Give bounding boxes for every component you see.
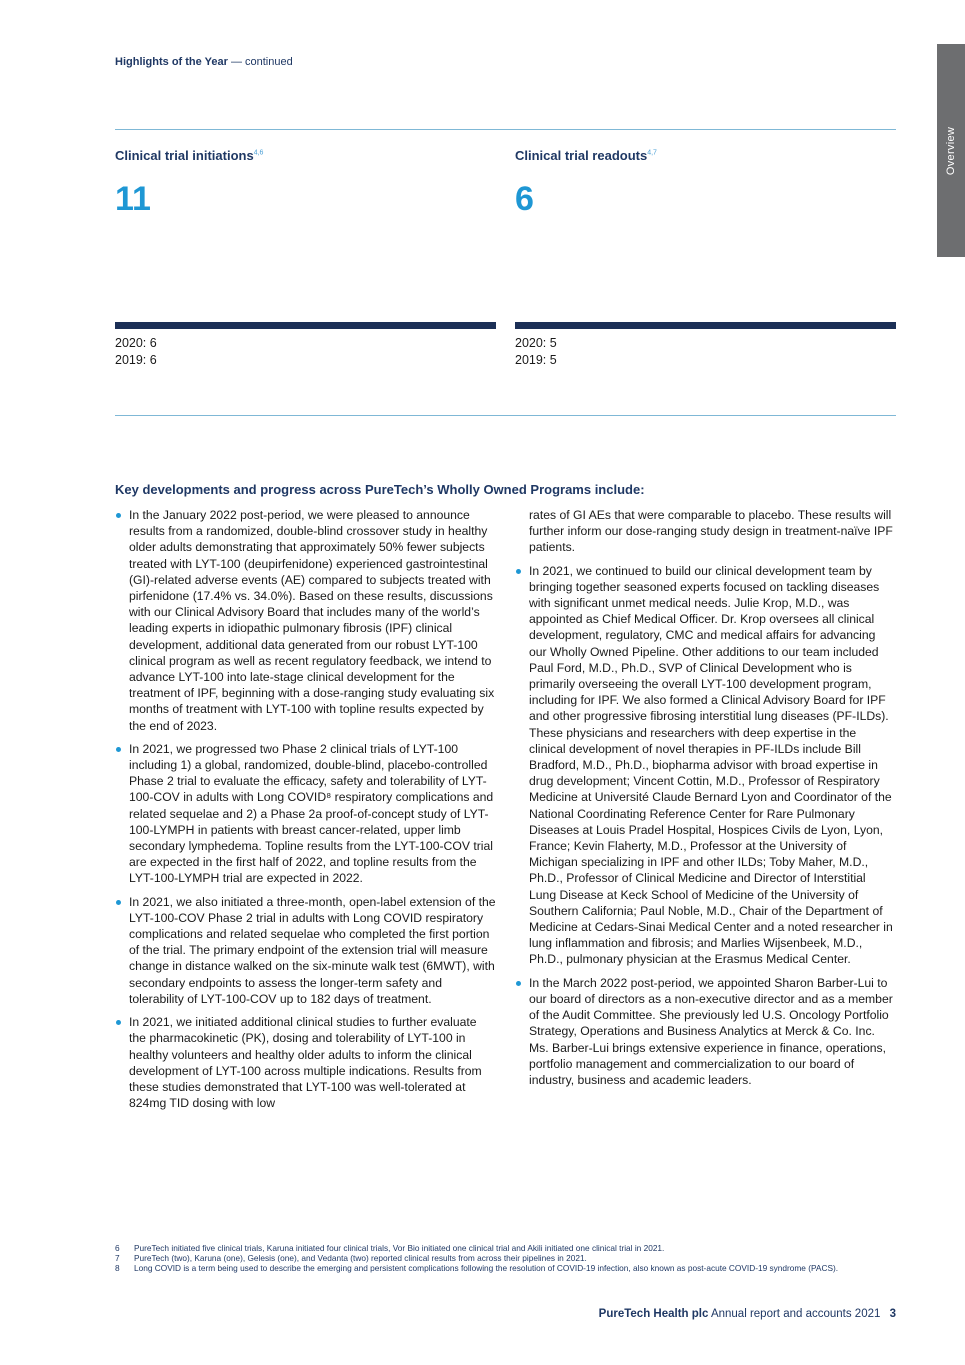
top-divider: [115, 129, 896, 130]
footnote: [115, 1243, 896, 1253]
footer-company: PureTech Health plc: [598, 1308, 709, 1320]
header-continued: — continued: [230, 56, 293, 68]
stat-trial-readouts: [515, 148, 896, 367]
footnote-ref: 4,6: [253, 149, 264, 157]
prior-year-2020: 2020: 5: [515, 336, 557, 350]
list-item: In 2021, we progressed two Phase 2 clinical trials of LYT-100 including 1) a global, randomized, double-blind, placebo-controlled Phase 2 trial to evaluate the efficacy, safety and tolerability of LYT-100-COV in adults with Long COVID⁸ respiratory complications and related sequelae and 2) a Phase 2a proof-of-concept study of LYT-100-LYMPH in patients with breast cancer-related, upper limb secondary lymphedema. Topline results from the LYT-100-COV trial are expected in the first half of 2022, and topline results from the LYT-100-LYMPH trial are expected in 2022.: [115, 741, 496, 887]
stat-bar: [115, 322, 496, 329]
section-tab-label: Overview: [945, 126, 957, 175]
footnote-number: 8: [115, 1263, 120, 1273]
footnote-ref: 4,7: [647, 149, 657, 157]
header-section: Highlights of the Year: [115, 56, 228, 68]
prior-year-2020: 2020: 6: [115, 336, 157, 350]
left-column: [115, 507, 496, 1118]
section-title: Key developments and progress across PureTech’s Wholly Owned Programs include:: [115, 482, 645, 497]
stat-trial-initiations: [115, 148, 496, 367]
stat-prior-years: [515, 335, 557, 369]
prior-year-2019: 2019: 6: [115, 353, 157, 367]
page-footer: [599, 1308, 896, 1320]
list-item: In 2021, we continued to build our clinical development team by bringing together seasoned experts focused on tackling diseases with significant unmet medical needs. Julie Krop, M.D., was appointed as Chief Medical Officer. Dr. Krop oversees all clinical development, regulatory, CMC and medical affairs for advancing our Wholly Owned Pipeline. Other additions to our team included Paul Ford, M.D., Ph.D., SVP of Clinical Development who is primarily overseeing the overall LYT-100 development program, including for IPF. We also formed a Clinical Advisory Board for IPF and other progressive fibrosing interstitial lung diseases (PF-ILDs). These physicians and researchers with deep expertise in the clinical development of novel therapies in PF-ILDs include Bill Bradford, M.D., Ph.D., biopharma advisor with broad expertise in drug development; Vincent Cottin, M.D., Professor of Respiratory Medicine at Université Claude Bernard Lyon and Coordinator of the National Coordinating Reference Center for Rare Pulmonary Diseases at Louis Pradel Hospital, Hospices Civils de Lyon, Lyon, France; Kevin Flaherty, M.D., Professor at the University of Michigan specializing in IPF and other ILDs; Toby Maher, M.D., Ph.D., Professor of Clinical Medicine and Director of Interstitial Lung Disease at Keck School of Medicine of the University of Southern California; Paul Noble, M.D., Chair of the Department of Medicine at Cedars-Sinai Medical Center and a noted researcher in lung inflammation and fibrosis; and Marlies Wijsenbeek, M.D., Ph.D., pulmonary physician at the Erasmus Medical Center.: [515, 563, 896, 968]
footnote-text: Long COVID is a term being used to describe the emerging and persistent complications following the resolution of COVID-19 infection, also known as post-acute COVID-19 syndrome (PACS).: [134, 1263, 839, 1273]
list-item: In the March 2022 post-period, we appointed Sharon Barber-Lui to our board of directors as a non-executive director and as a member of the Audit Committee. She previously led U.S. Oncology Portfolio Strategy, Operations and Business Analytics at Merck & Co. Inc. Ms. Barber-Lui brings extensive experience in finance, operations, portfolio management and commercialization to our board of industry, business and academic leaders.: [515, 975, 896, 1088]
list-item-continued: rates of GI AEs that were comparable to placebo. These results will further inform our dose-ranging study design in treatment-naïve IPF patients.: [529, 508, 893, 555]
list-item: In 2021, we also initiated a three-month, open-label extension of the LYT-100-COV Phase 2 trial in adults with Long COVID respiratory complications and related sequelae who completed the first portion of the trial. The primary endpoint of the extension trial will measure change in distance walked on the six-minute walk test (6MWT), with secondary endpoints to assess the longer-term safety and tolerability of LYT-100-COV up to 182 days of treatment.: [115, 894, 496, 1007]
footnote-number: 6: [115, 1243, 120, 1253]
footer-report: Annual report and accounts 2021: [710, 1308, 881, 1320]
stat-prior-years: [115, 335, 157, 369]
stat-bar: [515, 322, 896, 329]
footnote-number: 7: [115, 1253, 120, 1263]
footnote: [115, 1253, 896, 1263]
stat-label: Clinical trial readouts$^{4,7}$: [515, 148, 657, 163]
stat-value: 6: [515, 180, 534, 218]
footnote-text: PureTech (two), Karuna (one), Gelesis (one), and Vedanta (two) reported clinical results from across their pipelines in 2021.: [134, 1253, 587, 1263]
list-item: In 2021, we initiated additional clinical studies to further evaluate the pharmacokinetic (PK), dosing and tolerability of LYT-100 in healthy volunteers and healthy older adults to inform the clinical development of LYT-100 across multiple indications. Results from these studies demonstrated that LYT-100 was well-tolerated at 824mg TID dosing with low: [115, 1014, 496, 1111]
page-number: 3: [889, 1308, 896, 1320]
footnotes: [115, 1243, 896, 1273]
running-header: [115, 56, 293, 68]
section-tab[interactable]: [937, 44, 965, 257]
bottom-divider: [115, 415, 896, 416]
right-column: [515, 507, 896, 1095]
list-item: In the January 2022 post-period, we were pleased to announce results from a randomized, double-blind crossover study in healthy older adults demonstrating that approximately 50% fewer subjects treated with LYT-100 (deupirfenidone) experienced gastrointestinal (GI)-related adverse events (AE) compared to subjects treated with pirfenidone (17.4% vs. 34.0%). Based on these results, discussions with our Clinical Advisory Board that includes many of the world’s leading experts in idiopathic pulmonary fibrosis (IPF) clinical development, additional data generated from our robust LYT-100 clinical program as well as recent regulatory feedback, we intend to advance LYT-100 into late-stage clinical development for the treatment of IPF, beginning with a dose-ranging study evaluating six months of treatment with LYT-100 with topline results expected by the end of 2023.: [115, 507, 496, 734]
footnote: [115, 1263, 896, 1273]
stat-value: 11: [115, 180, 151, 218]
footnote-text: PureTech initiated five clinical trials, Karuna initiated four clinical trials, Vor Bio initiated one clinical trial and Akili initiated one clinical trial in 2021.: [134, 1243, 665, 1253]
stat-label: Clinical trial initiations$^{4,6}$: [115, 148, 264, 163]
prior-year-2019: 2019: 5: [515, 353, 557, 367]
